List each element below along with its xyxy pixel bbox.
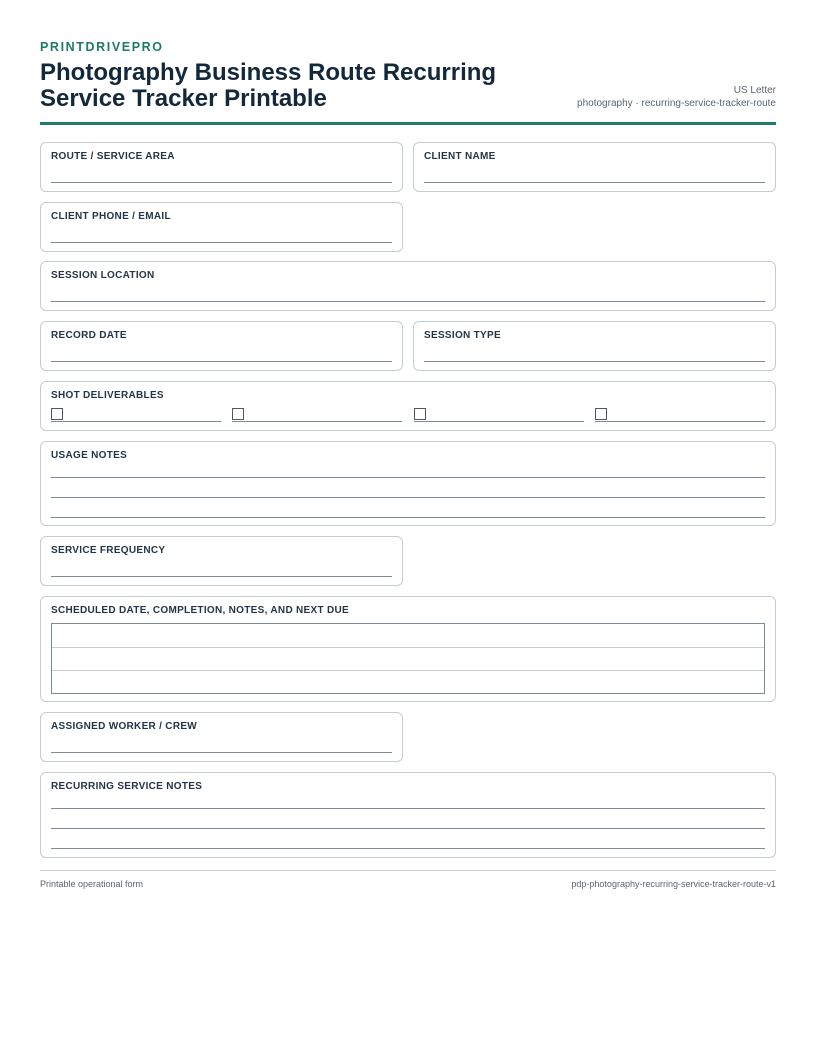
recurring-notes-label: RECURRING SERVICE NOTES [51, 781, 203, 792]
usage-notes-line-3[interactable] [51, 517, 765, 518]
deliverable-line-2[interactable] [232, 421, 402, 422]
shot-deliverables-field [40, 381, 776, 431]
schedule-row-divider [52, 670, 764, 671]
client-name-field[interactable] [413, 142, 776, 192]
client-contact-label: CLIENT PHONE / EMAIL [51, 211, 171, 222]
recurring-notes-line-1[interactable] [51, 808, 765, 809]
deliverable-checkbox-4[interactable] [595, 408, 607, 420]
recurring-notes-line-3[interactable] [51, 848, 765, 849]
session-location-input-line[interactable] [51, 301, 765, 302]
schedule-grid [51, 623, 765, 694]
footer-right: pdp-photography-recurring-service-tracker-route-v1 [571, 879, 776, 889]
schedule-row-divider [52, 647, 764, 648]
paper-size: US Letter [733, 85, 776, 96]
footer-rule [40, 870, 776, 871]
client-name-input-line[interactable] [424, 182, 765, 183]
schedule-table-field [40, 596, 776, 702]
service-frequency-input-line[interactable] [51, 576, 392, 577]
recurring-notes-field[interactable] [40, 772, 776, 858]
page-meta [577, 84, 776, 110]
client-contact-input-line[interactable] [51, 242, 392, 243]
assigned-worker-field[interactable] [40, 712, 403, 762]
service-frequency-field[interactable] [40, 536, 403, 586]
service-frequency-label: SERVICE FREQUENCY [51, 545, 166, 556]
footer-left: Printable operational form [40, 879, 144, 889]
recurring-notes-line-2[interactable] [51, 828, 765, 829]
deliverable-checkbox-1[interactable] [51, 408, 63, 420]
route-input-line[interactable] [51, 182, 392, 183]
deliverable-line-4[interactable] [595, 421, 765, 422]
deliverable-line-3[interactable] [414, 421, 584, 422]
deliverable-checkbox-3[interactable] [414, 408, 426, 420]
assigned-worker-label: ASSIGNED WORKER / CREW [51, 721, 198, 732]
header-rule [40, 122, 776, 125]
client-contact-field[interactable] [40, 202, 403, 252]
usage-notes-line-1[interactable] [51, 477, 765, 478]
session-type-input-line[interactable] [424, 361, 765, 362]
record-date-field[interactable] [40, 321, 403, 371]
session-location-label: SESSION LOCATION [51, 270, 155, 281]
route-label: ROUTE / SERVICE AREA [51, 151, 175, 162]
header [40, 60, 776, 130]
record-date-input-line[interactable] [51, 361, 392, 362]
form-tags: photography · recurring-service-tracker-route [577, 98, 776, 109]
usage-notes-line-2[interactable] [51, 497, 765, 498]
page-title: Photography Business Route Recurring Service Tracker Printable [40, 59, 497, 112]
session-location-field[interactable] [40, 261, 776, 311]
usage-notes-label: USAGE NOTES [51, 450, 128, 461]
session-type-field[interactable] [413, 321, 776, 371]
form-page [40, 40, 776, 889]
assigned-worker-input-line[interactable] [51, 752, 392, 753]
deliverable-checkbox-2[interactable] [232, 408, 244, 420]
deliverable-line-1[interactable] [51, 421, 221, 422]
brand-name: PRINTDRIVEPRO [40, 40, 164, 54]
session-type-label: SESSION TYPE [424, 330, 501, 341]
schedule-table-label: SCHEDULED DATE, COMPLETION, NOTES, AND NEXT DUE [51, 605, 350, 616]
route-field[interactable] [40, 142, 403, 192]
client-name-label: CLIENT NAME [424, 151, 496, 162]
shot-deliverables-label: SHOT DELIVERABLES [51, 390, 164, 401]
usage-notes-field[interactable] [40, 441, 776, 526]
record-date-label: RECORD DATE [51, 330, 127, 341]
